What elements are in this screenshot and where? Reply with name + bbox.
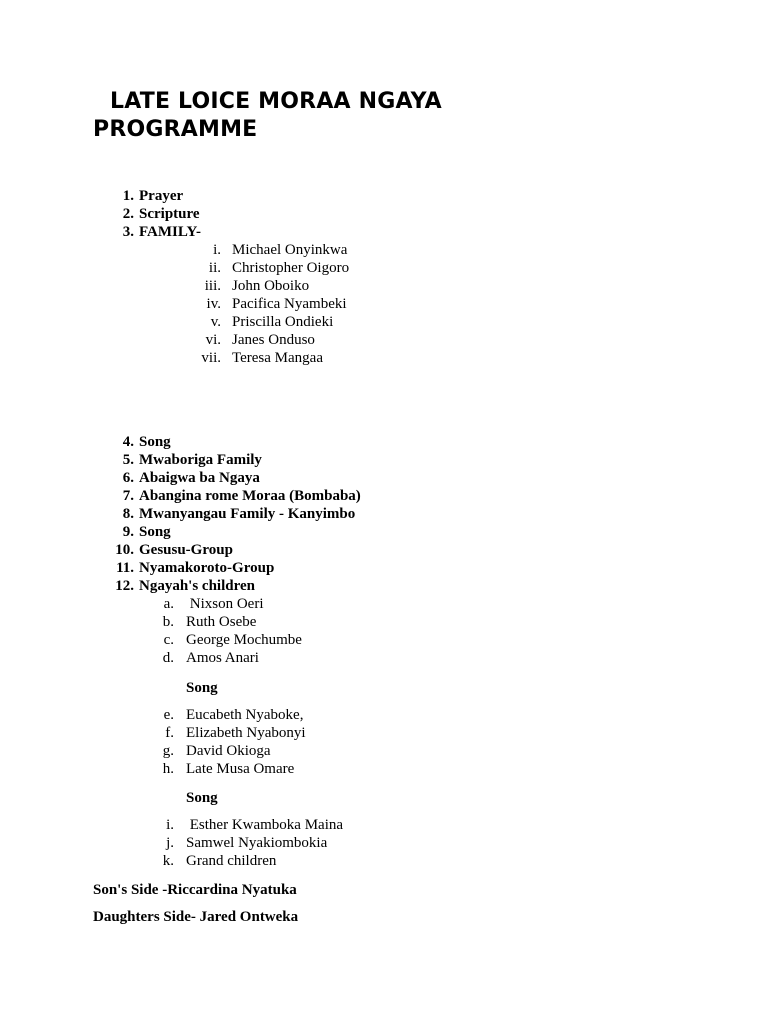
item-text: Abaigwa ba Ngaya bbox=[139, 470, 260, 486]
family-member bbox=[0, 241, 768, 259]
child-name: Eucabeth Nyaboke, bbox=[186, 707, 304, 723]
item-number: a. bbox=[163, 596, 174, 612]
child-item bbox=[0, 742, 768, 760]
item-number: c. bbox=[163, 632, 174, 648]
item-number: 7. bbox=[122, 488, 134, 504]
item-text: Gesusu-Group bbox=[139, 542, 233, 558]
item-number: iv. bbox=[206, 296, 221, 312]
child-name: David Okioga bbox=[186, 743, 271, 759]
item-number: 6. bbox=[122, 470, 134, 486]
title-line-1: LATE LOICE MORAA NGAYA bbox=[110, 89, 442, 114]
list-item bbox=[0, 523, 768, 541]
item-number: 8. bbox=[122, 506, 134, 522]
family-member bbox=[0, 349, 768, 367]
list-item bbox=[0, 559, 768, 577]
list-item bbox=[0, 451, 768, 469]
item-number: 3. bbox=[122, 224, 134, 240]
child-item bbox=[0, 706, 768, 724]
item-text: Prayer bbox=[139, 188, 184, 204]
item-number: ii. bbox=[208, 260, 221, 276]
item-number: vii. bbox=[201, 350, 221, 366]
item-number: b. bbox=[162, 614, 174, 630]
song-label: Song bbox=[186, 680, 218, 696]
song-label: Song bbox=[186, 790, 218, 806]
item-number: i. bbox=[213, 242, 221, 258]
item-text: Mwanyangau Family - Kanyimbo bbox=[139, 506, 356, 522]
member-name: Janes Onduso bbox=[232, 332, 315, 348]
item-text: Mwaboriga Family bbox=[139, 452, 262, 468]
item-number: j. bbox=[166, 835, 174, 851]
child-item bbox=[0, 760, 768, 778]
child-item bbox=[0, 724, 768, 742]
item-number: vi. bbox=[205, 332, 221, 348]
item-text: Song bbox=[139, 524, 171, 540]
page-title bbox=[93, 88, 442, 144]
item-number: e. bbox=[163, 707, 174, 723]
item-number: h. bbox=[162, 761, 174, 777]
member-name: Pacifica Nyambeki bbox=[232, 296, 347, 312]
child-name: Nixson Oeri bbox=[186, 596, 264, 612]
family-member bbox=[0, 277, 768, 295]
item-number: iii. bbox=[204, 278, 221, 294]
child-name: Esther Kwamboka Maina bbox=[186, 817, 344, 833]
item-text: Abangina rome Moraa (Bombaba) bbox=[139, 488, 361, 504]
list-item bbox=[0, 205, 768, 223]
list-item bbox=[0, 487, 768, 505]
child-item bbox=[0, 816, 768, 834]
item-number: 10. bbox=[115, 542, 134, 558]
member-name: Priscilla Ondieki bbox=[232, 314, 334, 330]
sons-side-line: Son's Side -Riccardina Nyatuka bbox=[93, 882, 297, 898]
item-number: 11. bbox=[116, 560, 134, 576]
family-member bbox=[0, 313, 768, 331]
child-name: George Mochumbe bbox=[186, 632, 302, 648]
item-text: Nyamakoroto-Group bbox=[139, 560, 275, 576]
item-text: Scripture bbox=[139, 206, 200, 222]
child-item bbox=[0, 852, 768, 870]
child-name: Grand children bbox=[186, 853, 277, 869]
child-name: Ruth Osebe bbox=[186, 614, 257, 630]
child-name: Amos Anari bbox=[186, 650, 259, 666]
family-member bbox=[0, 331, 768, 349]
item-number: g. bbox=[162, 743, 174, 759]
child-item bbox=[0, 649, 768, 667]
item-number: 2. bbox=[122, 206, 134, 222]
list-item bbox=[0, 505, 768, 523]
list-item bbox=[0, 223, 768, 241]
item-number: k. bbox=[162, 853, 174, 869]
item-text: Ngayah's children bbox=[139, 578, 255, 594]
item-number: 1. bbox=[122, 188, 134, 204]
item-text: Song bbox=[139, 434, 171, 450]
list-item bbox=[0, 541, 768, 559]
member-name: John Oboiko bbox=[232, 278, 310, 294]
child-item bbox=[0, 613, 768, 631]
item-number: f. bbox=[165, 725, 174, 741]
child-item bbox=[0, 595, 768, 613]
child-name: Elizabeth Nyabonyi bbox=[186, 725, 306, 741]
list-item bbox=[0, 469, 768, 487]
title-line-2: PROGRAMME bbox=[93, 117, 258, 142]
child-name: Late Musa Omare bbox=[186, 761, 295, 777]
list-item bbox=[0, 577, 768, 595]
child-name: Samwel Nyakiombokia bbox=[186, 835, 328, 851]
item-number: i. bbox=[166, 817, 174, 833]
item-number: v. bbox=[210, 314, 221, 330]
item-number: 9. bbox=[122, 524, 134, 540]
family-member bbox=[0, 295, 768, 313]
item-number: 12. bbox=[115, 578, 134, 594]
member-name: Christopher Oigoro bbox=[232, 260, 350, 276]
child-item bbox=[0, 631, 768, 649]
child-item bbox=[0, 834, 768, 852]
family-member bbox=[0, 259, 768, 277]
list-item bbox=[0, 187, 768, 205]
item-number: 5. bbox=[122, 452, 134, 468]
item-number: 4. bbox=[122, 434, 134, 450]
daughters-side-line: Daughters Side- Jared Ontweka bbox=[93, 909, 299, 925]
item-number: d. bbox=[162, 650, 174, 666]
list-item bbox=[0, 433, 768, 451]
item-text: FAMILY- bbox=[139, 224, 201, 240]
member-name: Michael Onyinkwa bbox=[232, 242, 348, 258]
member-name: Teresa Mangaa bbox=[232, 350, 323, 366]
